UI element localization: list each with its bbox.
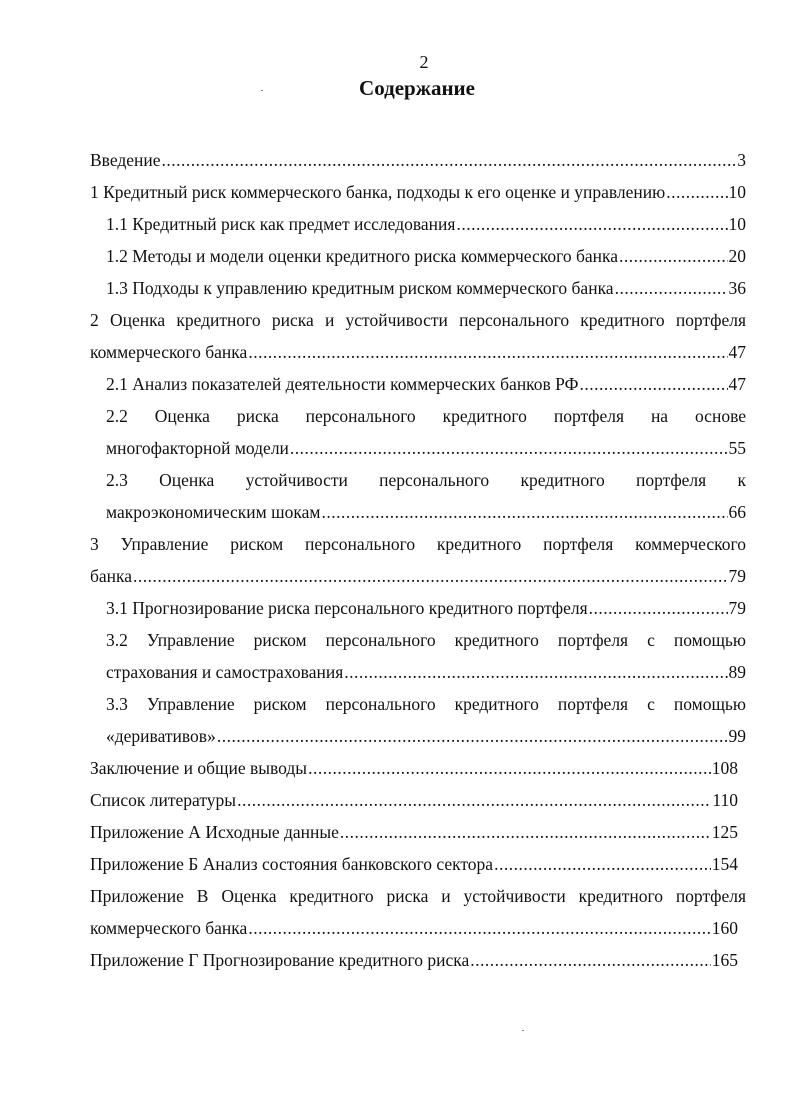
toc-entry-text: Заключение и общие выводы — [90, 758, 308, 778]
toc-leader-dots — [162, 144, 737, 176]
scan-speck — [261, 90, 263, 91]
toc-leader-dots — [456, 208, 727, 240]
toc-leader-dots — [237, 784, 711, 816]
toc-entry-text: Приложение Г Прогнозирование кредитного риска — [90, 950, 470, 970]
toc-entry-section-2-3 — [90, 496, 746, 528]
toc-leader-dots — [494, 848, 711, 880]
toc-entry-introduction — [90, 144, 746, 176]
toc-entry-chapter-2-line-1: 2 Оценка кредитного риска и устойчивости персонального кредитного портфеля — [90, 310, 746, 330]
toc-entry-text: коммерческого банка — [90, 918, 248, 938]
page-title: Содержание — [359, 76, 475, 100]
toc-leader-dots — [619, 240, 728, 272]
toc-entry-section-1-3 — [90, 272, 746, 304]
toc-leader-dots — [248, 912, 710, 944]
toc-leader-dots — [615, 272, 728, 304]
toc-entry-page: 55 — [728, 438, 746, 458]
toc-leader-dots — [579, 368, 727, 400]
toc-entry-page: 99 — [728, 726, 746, 746]
toc-leader-dots — [589, 592, 728, 624]
toc-entry-page: 125 — [711, 822, 738, 842]
toc-entry-section-3-1 — [90, 592, 746, 624]
toc-entry-chapter-2 — [90, 336, 746, 368]
toc-leader-dots — [290, 432, 728, 464]
toc-entry-section-3-2 — [90, 656, 746, 688]
toc-entry-page: 108 — [711, 758, 738, 778]
toc-leader-dots — [340, 816, 711, 848]
toc-entry-section-2-2-line-1: 2.2 Оценка риска персонального кредитного портфеля на основе — [106, 406, 746, 426]
toc-entry-appendix-g — [90, 944, 738, 976]
toc-leader-dots — [321, 496, 727, 528]
toc-entry-appendix-v — [90, 912, 738, 944]
toc-entry-text: Приложение Б Анализ состояния банковского сектора — [90, 854, 494, 874]
toc-entry-conclusion — [90, 752, 738, 784]
toc-entry-text: 1 Кредитный риск коммерческого банка, подходы к его оценке и управлению — [90, 182, 666, 202]
toc-leader-dots — [248, 336, 727, 368]
toc-entry-page: 165 — [711, 950, 738, 970]
toc-entry-page: 10 — [728, 182, 746, 202]
table-of-contents — [90, 144, 746, 976]
toc-entry-section-2-2 — [90, 432, 746, 464]
toc-leader-dots — [344, 656, 727, 688]
toc-entry-section-1-2 — [90, 240, 746, 272]
toc-entry-chapter-1 — [90, 176, 746, 208]
toc-entry-section-3-3 — [90, 720, 746, 752]
toc-entry-text: 2.1 Анализ показателей деятельности коммерческих банков РФ — [106, 374, 579, 394]
toc-entry-bibliography — [90, 784, 738, 816]
toc-entry-text: Список литературы — [90, 790, 237, 810]
toc-entry-chapter-3 — [90, 560, 746, 592]
toc-entry-text: 1.2 Методы и модели оценки кредитного риска коммерческого банка — [106, 246, 618, 266]
toc-entry-text: страхования и самострахования — [106, 662, 344, 682]
toc-entry-page: 66 — [728, 502, 746, 522]
toc-entry-page: 47 — [728, 374, 746, 394]
toc-entry-page: 47 — [728, 342, 746, 362]
toc-entry-page: 89 — [728, 662, 746, 682]
toc-entry-text: 1.1 Кредитный риск как предмет исследования — [106, 214, 456, 234]
toc-entry-page: 79 — [728, 566, 746, 586]
scan-speck — [522, 1030, 524, 1031]
toc-entry-text: банка — [90, 566, 133, 586]
toc-entry-page: 154 — [711, 854, 738, 874]
toc-entry-text: Приложение А Исходные данные — [90, 822, 339, 842]
toc-entry-text: «деривативов» — [106, 726, 216, 746]
toc-entry-text: коммерческого банка — [90, 342, 248, 362]
toc-entry-section-3-2-line-1: 3.2 Управление риском персонального кредитного портфеля с помощью — [106, 630, 746, 650]
toc-entry-chapter-3-line-1: 3 Управление риском персонального кредитного портфеля коммерческого — [90, 534, 746, 554]
toc-entry-section-2-3-line-1: 2.3 Оценка устойчивости персонального кредитного портфеля к — [106, 470, 746, 490]
toc-entry-page: 160 — [711, 918, 738, 938]
toc-entry-page: 79 — [728, 598, 746, 618]
toc-leader-dots — [217, 720, 728, 752]
toc-entry-appendix-v-line-1: Приложение В Оценка кредитного риска и устойчивости кредитного портфеля — [90, 886, 746, 906]
page-number: 2 — [419, 52, 429, 72]
toc-entry-page: 3 — [737, 150, 746, 170]
toc-entry-page: 20 — [728, 246, 746, 266]
toc-entry-section-1-1 — [90, 208, 746, 240]
toc-entry-text: макроэкономическим шокам — [106, 502, 321, 522]
toc-leader-dots — [666, 176, 727, 208]
toc-entry-text: 1.3 Подходы к управлению кредитным риском коммерческого банка — [106, 278, 614, 298]
toc-leader-dots — [470, 944, 711, 976]
toc-entry-section-2-1 — [90, 368, 746, 400]
toc-entry-appendix-a — [90, 816, 738, 848]
toc-entry-text: Введение — [90, 150, 161, 170]
toc-entry-appendix-b — [90, 848, 738, 880]
toc-leader-dots — [133, 560, 727, 592]
toc-entry-page: 36 — [728, 278, 746, 298]
toc-leader-dots — [308, 752, 711, 784]
toc-entry-page: 110 — [712, 790, 738, 810]
toc-entry-section-3-3-line-1: 3.3 Управление риском персонального кредитного портфеля с помощью — [106, 694, 746, 714]
toc-entry-text: 3.1 Прогнозирование риска персонального кредитного портфеля — [106, 598, 588, 618]
toc-entry-text: многофакторной модели — [106, 438, 289, 458]
toc-entry-page: 10 — [728, 214, 746, 234]
